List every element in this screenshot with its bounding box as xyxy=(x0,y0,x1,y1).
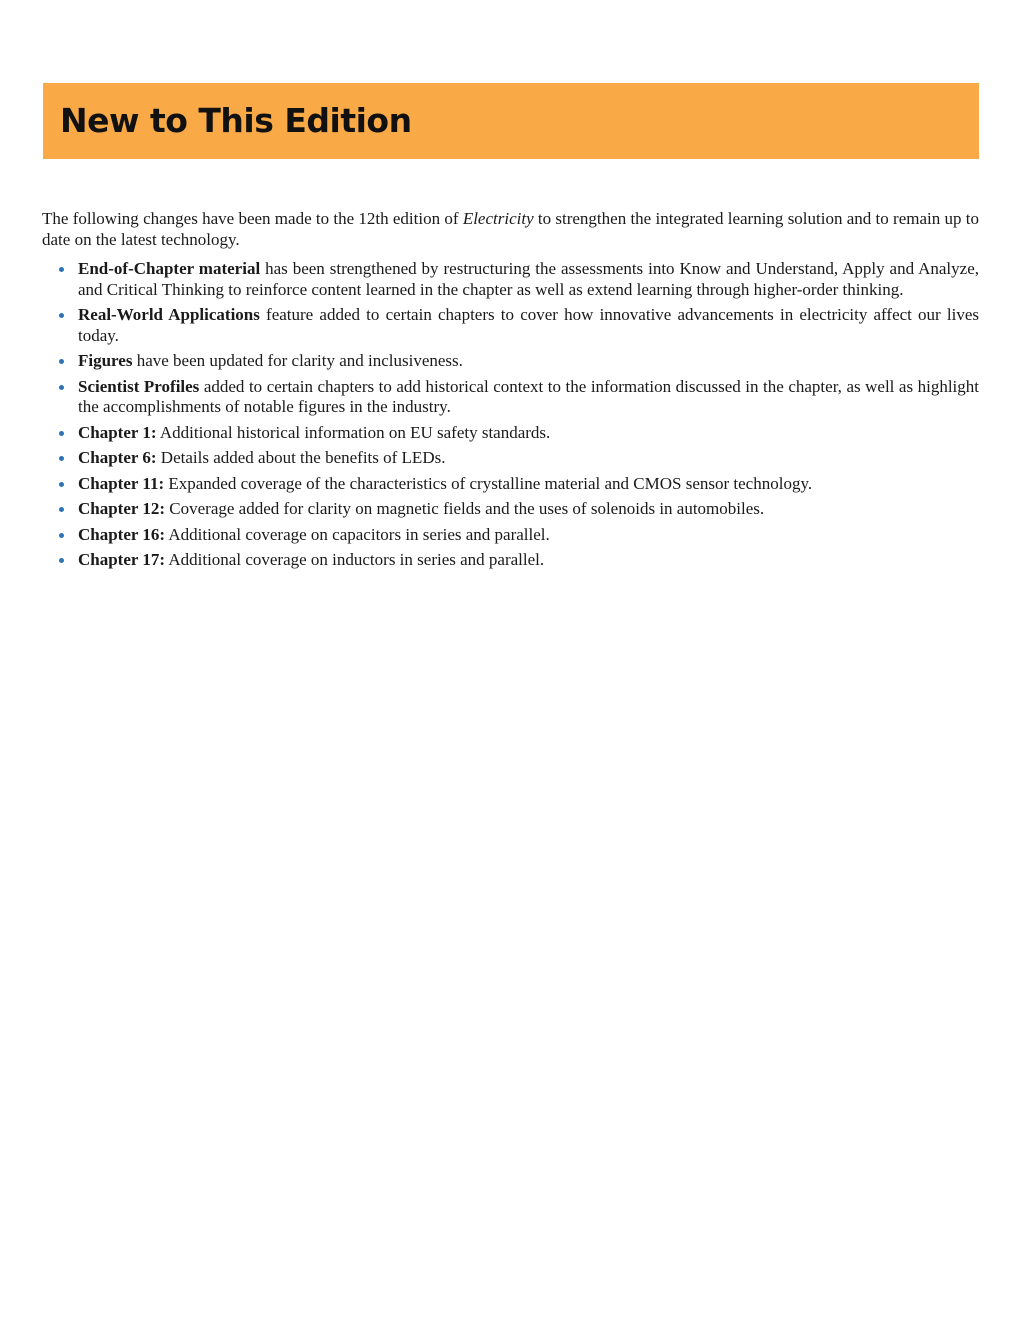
bullet-icon xyxy=(59,456,64,461)
intro-text-before: The following changes have been made to the 12th edition of xyxy=(42,209,463,228)
bullet-icon xyxy=(59,533,64,538)
intro-paragraph xyxy=(42,208,979,250)
list-item xyxy=(42,305,979,346)
list-item-heading: End-of-Chapter material xyxy=(78,259,261,278)
main-content xyxy=(42,208,979,576)
list-item-text: Coverage added for clarity on magnetic fields and the uses of solenoids in automobiles. xyxy=(165,499,765,518)
bullet-icon xyxy=(59,313,64,318)
list-item-heading: Chapter 6: xyxy=(78,448,157,467)
list-item-text: feature added to certain chapters to cover how innovative advancements in electricity affect our lives today. xyxy=(78,305,979,345)
intro-text-after: to strengthen the integrated learning solution and to remain up to date on the latest technology. xyxy=(42,209,979,249)
list-item-heading: Figures xyxy=(78,351,133,370)
list-item-heading: Chapter 12: xyxy=(78,499,166,518)
list-item-heading: Scientist Profiles xyxy=(78,376,200,396)
list-item-heading: Chapter 17: xyxy=(78,550,166,569)
list-item-heading: Real-World Applications xyxy=(78,305,260,324)
list-item xyxy=(42,499,979,520)
list-item xyxy=(42,550,979,571)
list-item-heading: Chapter 1: xyxy=(78,422,157,442)
bullet-icon xyxy=(59,558,64,563)
list-item xyxy=(42,525,979,546)
list-item-text: Expanded coverage of the characteristics of crystalline material and CMOS sensor technology. xyxy=(164,473,813,493)
list-item-text: has been strengthened by restructuring the assessments into Know and Understand, Apply and Analyze, and Critical Thinking to reinforce content learned in the chapter as well as extend learning through higher-order thinking. xyxy=(78,259,979,299)
list-item xyxy=(42,423,979,444)
bullet-icon xyxy=(59,267,64,272)
bullet-icon xyxy=(59,507,64,512)
list-item xyxy=(42,259,979,300)
section-header-band xyxy=(43,83,979,159)
list-item-text: added to certain chapters to add historical context to the information discussed in the chapter, as well as highlight the accomplishments of notable figures in the industry. xyxy=(78,376,979,416)
list-item-text: Additional historical information on EU safety standards. xyxy=(156,422,551,442)
list-item xyxy=(42,474,979,495)
list-item-heading: Chapter 11: xyxy=(78,473,165,493)
list-item-heading: Chapter 16: xyxy=(78,524,166,544)
page-title: New to This Edition xyxy=(60,101,412,140)
book-title-emphasis: Electricity xyxy=(462,209,534,228)
list-item xyxy=(42,377,979,418)
bullet-icon xyxy=(59,431,64,436)
list-item-text: Additional coverage on capacitors in series and parallel. xyxy=(165,524,550,544)
bullet-icon xyxy=(59,359,64,364)
list-item-text: Additional coverage on inductors in series and parallel. xyxy=(165,550,545,569)
list-item xyxy=(42,351,979,372)
list-item xyxy=(42,448,979,469)
list-item-text: have been updated for clarity and inclusiveness. xyxy=(132,351,463,370)
bullet-icon xyxy=(59,482,64,487)
list-item-text: Details added about the benefits of LEDs. xyxy=(156,448,446,467)
bullet-icon xyxy=(59,385,64,390)
changes-list xyxy=(42,259,979,571)
